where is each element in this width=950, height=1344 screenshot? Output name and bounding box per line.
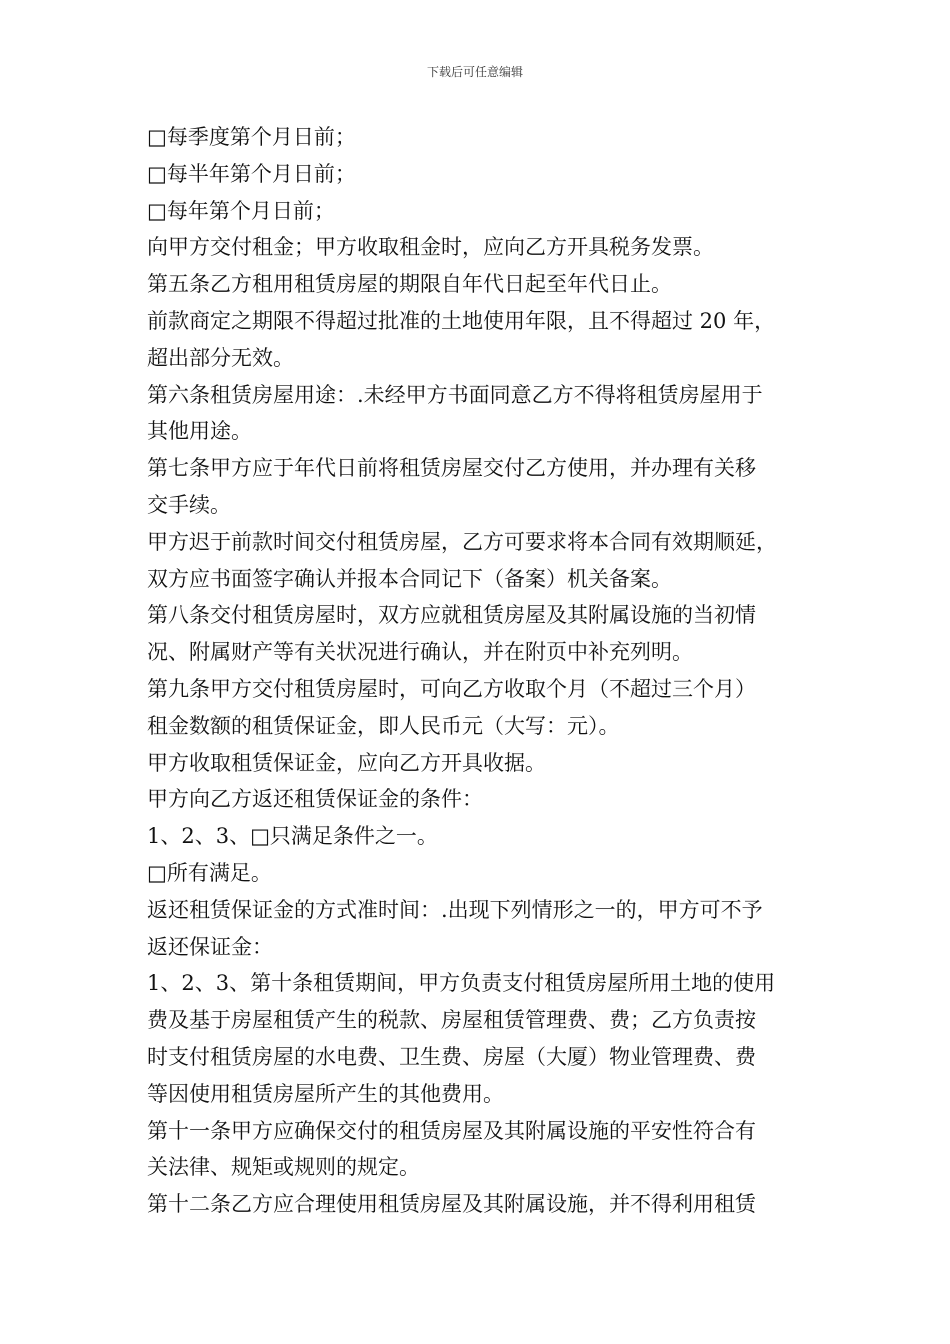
- text-line: 甲方迟于前款时间交付租赁房屋，乙方可要求将本合同有效期顺延，: [147, 529, 777, 554]
- text-line: 向甲方交付租金；甲方收取租金时，应向乙方开具税务发票。: [147, 235, 714, 260]
- text-line: 等因使用租赁房屋所产生的其他费用。: [147, 1081, 504, 1106]
- text-line: 第七条甲方应于年代日前将租赁房屋交付乙方使用，并办理有关移: [147, 456, 756, 481]
- text-line: 其他用途。: [147, 419, 252, 444]
- text-line: 前款商定之期限不得超过批准的土地使用年限，且不得超过 20 年，: [147, 308, 776, 333]
- text-line: 甲方收取租赁保证金，应向乙方开具收据。: [147, 750, 546, 775]
- text-line: □每季度第个月日前；: [147, 125, 356, 149]
- text-line: 租金数额的租赁保证金，即人民币元（大写：元）。: [147, 713, 620, 738]
- text-line: 第十二条乙方应合理使用租赁房屋及其附属设施，并不得利用租赁: [147, 1192, 756, 1217]
- text-line: □每半年第个月日前；: [147, 161, 356, 186]
- text-line: 况、附属财产等有关状况进行确认，并在附页中补充列明。: [147, 640, 693, 665]
- text-line: 时支付租赁房屋的水电费、卫生费、房屋（大厦）物业管理费、费: [147, 1044, 756, 1069]
- text-line: 返还租赁保证金的方式准时间：.出现下列情形之一的，甲方可不予: [147, 897, 763, 922]
- text-line: 关法律、规矩或规则的规定。: [147, 1155, 420, 1180]
- text-line: 第六条租赁房屋用途：.未经甲方书面同意乙方不得将租赁房屋用于: [147, 382, 763, 407]
- text-line: 费及基于房屋租赁产生的税款、房屋租赁管理费、费；乙方负责按: [147, 1008, 756, 1033]
- text-line: □每年第个月日前；: [147, 198, 335, 223]
- text-line: 第九条甲方交付租赁房屋时，可向乙方收取个月（不超过三个月）: [147, 676, 756, 701]
- text-line: 双方应书面签字确认并报本合同记下（备案）机关备案。: [147, 566, 672, 591]
- text-line: 1、2、3、第十条租赁期间，甲方负责支付租赁房屋所用土地的使用: [147, 971, 776, 996]
- text-line: 甲方向乙方返还租赁保证金的条件：: [147, 787, 483, 812]
- text-line: 第五条乙方租用租赁房屋的期限自年代日起至年代日止。: [147, 272, 672, 297]
- text-line: 交手续。: [147, 492, 231, 517]
- page-header: 下载后可任意编辑: [426, 65, 523, 79]
- text-line: □所有满足。: [147, 860, 272, 885]
- text-line: 超出部分无效。: [147, 345, 294, 370]
- document-body: [147, 119, 817, 1223]
- text-line: 1、2、3、□只满足条件之一。: [147, 824, 438, 849]
- text-line: 返还保证金：: [147, 934, 273, 959]
- text-line: 第十一条甲方应确保交付的租赁房屋及其附属设施的平安性符合有: [147, 1118, 756, 1143]
- text-line: 第八条交付租赁房屋时，双方应就租赁房屋及其附属设施的当初情: [147, 603, 756, 628]
